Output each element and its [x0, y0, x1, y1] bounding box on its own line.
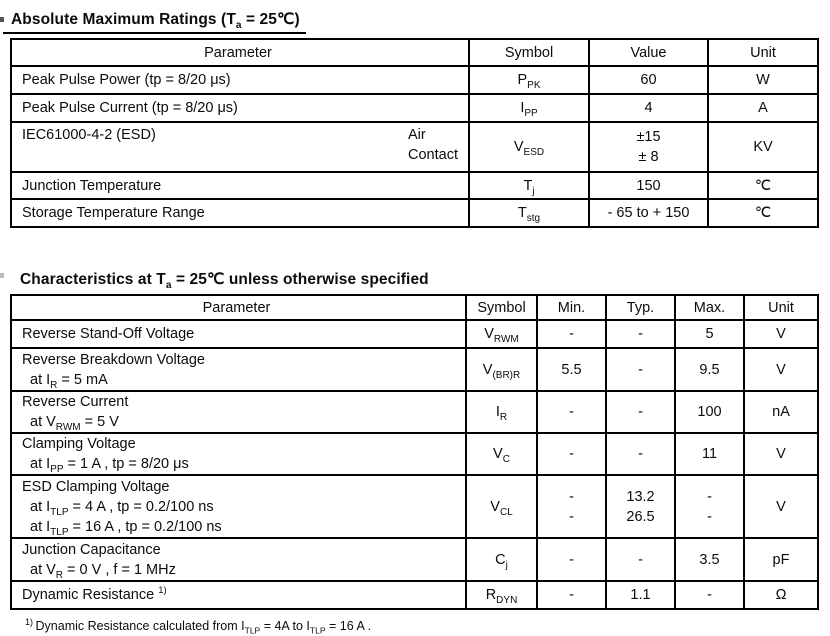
characteristics-table: [10, 294, 819, 610]
col-header-parameter: Parameter: [11, 39, 469, 66]
max-cell: 3.5: [675, 538, 744, 581]
parameter-cell: Junction Capacitance at $V_R = 0$ V , f = 1 MHz: [11, 538, 466, 581]
table-row: [11, 94, 818, 122]
table-row: [11, 122, 818, 172]
unit-cell: ℃: [708, 172, 818, 199]
symbol-cell: $R_{DYN}$: [466, 581, 537, 609]
parameter-cell: Reverse Breakdown Voltage at $I_R = 5$ mA: [11, 348, 466, 391]
col-header-min: Min.: [537, 295, 606, 320]
col-header-symbol: Symbol: [469, 39, 589, 66]
parameter-cell: ESD Clamping Voltage at $I_{TLP} = 4$ A , tp = 0.2/100 ns at $I_{TLP} = 16$ A , tp = 0.2/100 ns: [11, 475, 466, 538]
typ-cell: -: [606, 320, 675, 348]
value-cell: - 65 to + 150: [589, 199, 708, 227]
characteristics-header-row: [11, 295, 818, 320]
table-row: [11, 538, 818, 581]
unit-cell: V: [744, 348, 818, 391]
typ-cell: 1.1: [606, 581, 675, 609]
table-row: [11, 475, 818, 538]
symbol-cell: $I_R$: [466, 391, 537, 433]
max-cell: 9.5: [675, 348, 744, 391]
contact-label: Contact: [408, 147, 458, 164]
symbol-cell: $V_C$: [466, 433, 537, 475]
min-cell: -: [537, 433, 606, 475]
unit-cell: Ω: [744, 581, 818, 609]
col-header-typ: Typ.: [606, 295, 675, 320]
min-cell: -: [537, 320, 606, 348]
table-row: [11, 391, 818, 433]
typ-cell: -: [606, 348, 675, 391]
table-row: [11, 433, 818, 475]
parameter-cell: Storage Temperature Range: [11, 199, 469, 227]
max-cell: 11: [675, 433, 744, 475]
col-header-unit: Unit: [744, 295, 818, 320]
unit-cell: V: [744, 320, 818, 348]
air-contact-labels: [408, 125, 464, 166]
unit-cell: V: [744, 475, 818, 538]
table-row: [11, 320, 818, 348]
unit-cell: ℃: [708, 199, 818, 227]
parameter-cell: Peak Pulse Current (tp = 8/20 μs): [11, 94, 469, 122]
symbol-cell: $V_{(BR)R}$: [466, 348, 537, 391]
unit-cell: KV: [708, 122, 818, 172]
characteristics-section-title: Characteristics at $T_a$ = 25℃ unless otherwise specified: [20, 271, 429, 292]
iec-label: IEC61000-4-2 (ESD): [22, 127, 156, 144]
parameter-cell: Dynamic Resistance $^{1)}$: [11, 581, 466, 609]
value-cell: 150: [589, 172, 708, 199]
col-header-unit: Unit: [708, 39, 818, 66]
abs-max-title-text: Absolute Maximum Ratings ($T_a$ = 25℃): [3, 10, 306, 34]
footnote: $^{1)}$ Dynamic Resistance calculated from $I_{TLP} = 4A$ to $I_{TLP} = 16$ A .: [25, 617, 372, 636]
value-cell: 4: [589, 94, 708, 122]
parameter-cell: Junction Temperature: [11, 172, 469, 199]
table-row: [11, 66, 818, 94]
min-cell: -: [537, 581, 606, 609]
symbol-cell: $V_{ESD}$: [469, 122, 589, 172]
symbol-cell: $T_{stg}$: [469, 199, 589, 227]
table-row: [11, 199, 818, 227]
parameter-cell: Reverse Stand-Off Voltage: [11, 320, 466, 348]
parameter-cell: [11, 122, 469, 172]
symbol-cell: $V_{CL}$: [466, 475, 537, 538]
typ-cell: -: [606, 538, 675, 581]
symbol-cell: $P_{PK}$: [469, 66, 589, 94]
min-cell: -: [537, 538, 606, 581]
max-cell: -: [675, 581, 744, 609]
unit-cell: A: [708, 94, 818, 122]
abs-max-header-row: [11, 39, 818, 66]
parameter-cell: Reverse Current at $V_{RWM} = 5$ V: [11, 391, 466, 433]
symbol-cell: $I_{PP}$: [469, 94, 589, 122]
typ-cell: -: [606, 391, 675, 433]
parameter-cell: Clamping Voltage at $I_{PP} = 1$ A , tp = 8/20 μs: [11, 433, 466, 475]
max-cell: - -: [675, 475, 744, 538]
scan-artifact: [0, 17, 4, 22]
scan-artifact: [0, 273, 4, 278]
min-cell: 5.5: [537, 348, 606, 391]
typ-cell: 13.2 26.5: [606, 475, 675, 538]
symbol-cell: $C_j$: [466, 538, 537, 581]
parameter-cell: Peak Pulse Power (tp = 8/20 μs): [11, 66, 469, 94]
abs-max-section-title: [11, 10, 819, 34]
unit-cell: nA: [744, 391, 818, 433]
min-cell: - -: [537, 475, 606, 538]
col-header-symbol: Symbol: [466, 295, 537, 320]
symbol-cell: $T_j$: [469, 172, 589, 199]
unit-cell: pF: [744, 538, 818, 581]
table-row: [11, 172, 818, 199]
air-label: Air: [408, 127, 426, 144]
min-cell: -: [537, 391, 606, 433]
col-header-value: Value: [589, 39, 708, 66]
abs-max-table: [10, 38, 819, 228]
symbol-cell: $V_{RWM}$: [466, 320, 537, 348]
col-header-parameter: Parameter: [11, 295, 466, 320]
max-cell: 5: [675, 320, 744, 348]
value-cell: 60: [589, 66, 708, 94]
typ-cell: -: [606, 433, 675, 475]
table-row: [11, 348, 818, 391]
max-cell: 100: [675, 391, 744, 433]
table-row: [11, 581, 818, 609]
unit-cell: V: [744, 433, 818, 475]
unit-cell: W: [708, 66, 818, 94]
col-header-max: Max.: [675, 295, 744, 320]
value-cell: ±15 ± 8: [589, 122, 708, 172]
